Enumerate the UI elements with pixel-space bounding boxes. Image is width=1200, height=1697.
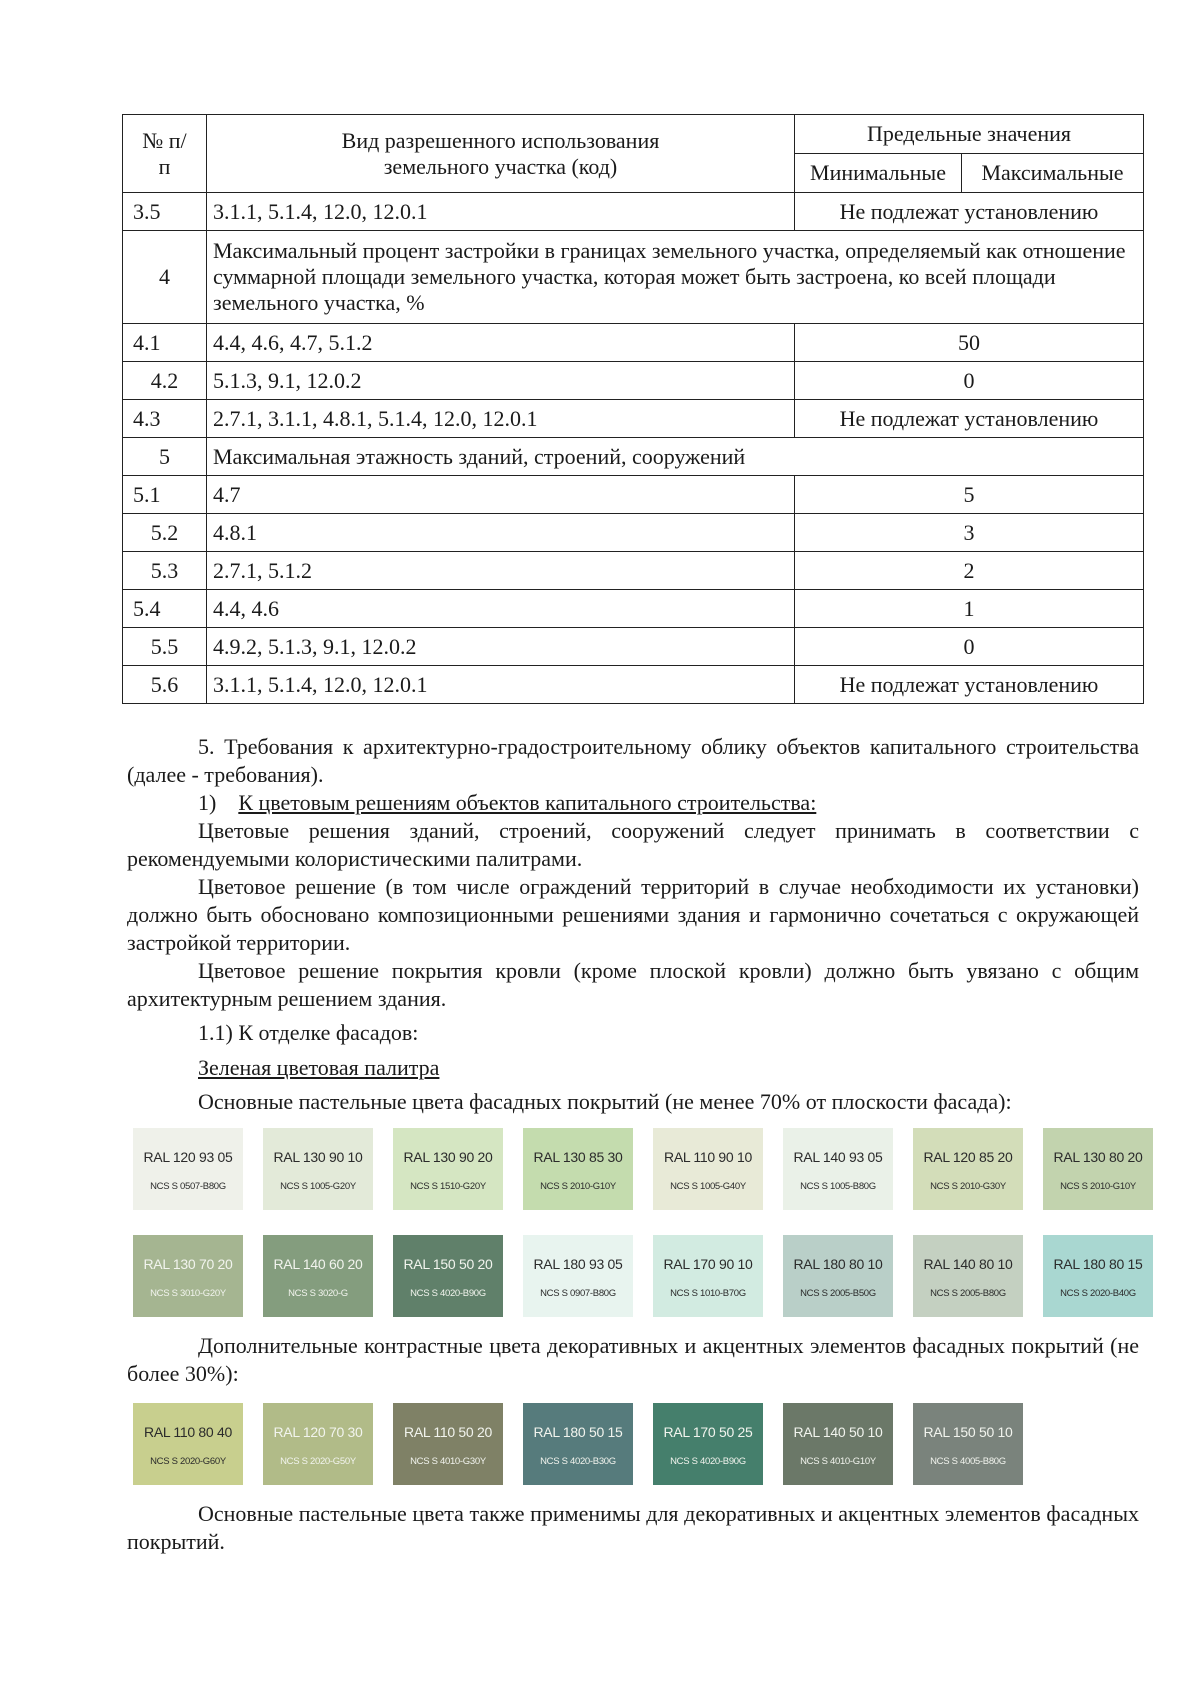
item-1 bbox=[198, 789, 816, 817]
header-num: № п/п bbox=[123, 115, 207, 193]
swatch-ral: RAL 130 90 20 bbox=[403, 1149, 493, 1165]
row-codes: 2.7.1, 5.1.2 bbox=[207, 552, 795, 590]
paragraph-color-solutions: Цветовые решения зданий, строений, сооружений следует принимать в соответствии с рекомендуемыми колористическими палитрами. bbox=[127, 818, 1139, 871]
table-row bbox=[123, 628, 1144, 666]
row-codes: 4.4, 4.6, 4.7, 5.1.2 bbox=[207, 324, 795, 362]
row-codes: 5.1.3, 9.1, 12.0.2 bbox=[207, 362, 795, 400]
swatch-ral: RAL 110 50 20 bbox=[404, 1424, 492, 1440]
green-palette-title: Зеленая цветовая палитра bbox=[198, 1055, 440, 1080]
swatch-ral: RAL 150 50 10 bbox=[923, 1424, 1013, 1440]
table-row bbox=[123, 362, 1144, 400]
row-value: 5 bbox=[795, 476, 1144, 514]
swatch-ncs: NCS S 1010-B70G bbox=[670, 1288, 746, 1299]
row-num: 4.1 bbox=[123, 324, 207, 362]
item-1-number: 1) bbox=[198, 790, 217, 815]
row-codes: 3.1.1, 5.1.4, 12.0, 12.0.1 bbox=[207, 193, 795, 231]
table-row bbox=[123, 552, 1144, 590]
row-num: 3.5 bbox=[123, 193, 207, 231]
requirements-heading: 5. Требования к архитектурно-градостроительному облику объектов капитального строительства (далее - требования). bbox=[127, 734, 1139, 787]
row-num: 5.3 bbox=[123, 552, 207, 590]
swatch-ncs: NCS S 1005-B80G bbox=[800, 1181, 876, 1192]
swatch-ncs: NCS S 2010-G10Y bbox=[540, 1181, 616, 1192]
accent-colors-caption: Дополнительные контрастные цвета декоративных и акцентных элементов фасадных покрытий (не более 30%): bbox=[127, 1333, 1139, 1386]
swatch-ncs: NCS S 2020-B40G bbox=[1060, 1288, 1136, 1299]
table-row bbox=[123, 193, 1144, 231]
swatch-ral: RAL 180 50 15 bbox=[533, 1424, 623, 1440]
row-num: 5.6 bbox=[123, 666, 207, 704]
row-value: 50 bbox=[795, 324, 1144, 362]
swatch-ral: RAL 130 80 20 bbox=[1053, 1149, 1143, 1165]
swatch bbox=[783, 1128, 893, 1210]
swatch-ral: RAL 110 90 10 bbox=[664, 1149, 752, 1165]
swatch bbox=[393, 1235, 503, 1317]
swatch-ncs: NCS S 2010-G10Y bbox=[1060, 1181, 1136, 1192]
table-row bbox=[123, 476, 1144, 514]
swatch-ncs: NCS S 2010-G30Y bbox=[930, 1181, 1006, 1192]
swatch-ncs: NCS S 4005-B80G bbox=[930, 1456, 1006, 1467]
swatch-ncs: NCS S 4020-B90G bbox=[670, 1456, 746, 1467]
header-limits: Предельные значения bbox=[795, 115, 1144, 154]
row-num: 4.3 bbox=[123, 400, 207, 438]
row-num: 5.2 bbox=[123, 514, 207, 552]
swatch-ncs: NCS S 4020-B30G bbox=[540, 1456, 616, 1467]
row-num: 5.4 bbox=[123, 590, 207, 628]
swatch-ncs: NCS S 1005-G20Y bbox=[280, 1181, 356, 1192]
swatch bbox=[523, 1403, 633, 1485]
swatch-ral: RAL 180 93 05 bbox=[533, 1256, 623, 1272]
row-value: 0 bbox=[795, 362, 1144, 400]
row-num: 4 bbox=[123, 231, 207, 324]
swatch-ncs: NCS S 1005-G40Y bbox=[670, 1181, 746, 1192]
swatch bbox=[913, 1128, 1023, 1210]
table-row bbox=[123, 514, 1144, 552]
row-codes: 4.7 bbox=[207, 476, 795, 514]
row-num: 5.5 bbox=[123, 628, 207, 666]
table-section-row bbox=[123, 231, 1144, 324]
row-codes: 4.4, 4.6 bbox=[207, 590, 795, 628]
swatch-ral: RAL 120 70 30 bbox=[273, 1424, 363, 1440]
row-codes: 4.9.2, 5.1.3, 9.1, 12.0.2 bbox=[207, 628, 795, 666]
swatch-ncs: NCS S 0907-B80G bbox=[540, 1288, 616, 1299]
paragraph-roof-color: Цветовое решение покрытия кровли (кроме плоской кровли) должно быть увязано с общим архитектурным решением здания. bbox=[127, 958, 1139, 1011]
row-section: Максимальный процент застройки в границах земельного участка, определяемый как отношение суммарной площади земельного участка, которая может быть застроена, ко всей площади земельного участка, % bbox=[207, 231, 1144, 324]
table-row bbox=[123, 400, 1144, 438]
swatch-ral: RAL 140 60 20 bbox=[273, 1256, 363, 1272]
paragraph-color-solution-fences: Цветовое решение (в том числе ограждений территорий в случае необходимости их установки) должно быть обосновано композиционными решениями здания и гармонично сочетаться с окружающей застройкой территории. bbox=[127, 874, 1139, 955]
swatch-ncs: NCS S 2005-B80G bbox=[930, 1288, 1006, 1299]
main-colors-caption: Основные пастельные цвета фасадных покрытий (не менее 70% от плоскости фасада): bbox=[198, 1089, 1012, 1114]
table-row bbox=[123, 324, 1144, 362]
swatch bbox=[1043, 1128, 1153, 1210]
parameters-table bbox=[122, 114, 1144, 704]
row-value: 0 bbox=[795, 628, 1144, 666]
swatch-ncs: NCS S 4010-G10Y bbox=[800, 1456, 876, 1467]
swatch-ral: RAL 140 80 10 bbox=[923, 1256, 1013, 1272]
swatch-ral: RAL 150 50 20 bbox=[403, 1256, 493, 1272]
swatch-ral: RAL 130 90 10 bbox=[273, 1149, 363, 1165]
swatch bbox=[263, 1403, 373, 1485]
swatch-ral: RAL 130 85 30 bbox=[533, 1149, 623, 1165]
closing-paragraph: Основные пастельные цвета также применимы для декоративных и акцентных элементов фасадных покрытий. bbox=[127, 1501, 1139, 1554]
swatch-ral: RAL 180 80 10 bbox=[793, 1256, 883, 1272]
row-codes: 4.8.1 bbox=[207, 514, 795, 552]
swatch bbox=[783, 1235, 893, 1317]
swatch-ncs: NCS S 3010-G20Y bbox=[150, 1288, 226, 1299]
table-section-row bbox=[123, 438, 1144, 476]
row-num: 5 bbox=[123, 438, 207, 476]
swatch bbox=[523, 1235, 633, 1317]
swatch-ral: RAL 180 80 15 bbox=[1053, 1256, 1143, 1272]
item-1-title: К цветовым решениям объектов капитального строительства: bbox=[238, 790, 817, 815]
row-num: 5.1 bbox=[123, 476, 207, 514]
header-use: Вид разрешенного использования земельного участка (код) bbox=[207, 115, 795, 193]
swatch bbox=[263, 1128, 373, 1210]
row-value: Не подлежат установлению bbox=[795, 400, 1144, 438]
swatch bbox=[393, 1128, 503, 1210]
swatch-ncs: NCS S 1510-G20Y bbox=[410, 1181, 486, 1192]
row-value: Не подлежат установлению bbox=[795, 666, 1144, 704]
swatch-ncs: NCS S 0507-B80G bbox=[150, 1181, 226, 1192]
swatch bbox=[913, 1235, 1023, 1317]
table-row bbox=[123, 666, 1144, 704]
header-min: Минимальные bbox=[795, 154, 962, 193]
swatch-ral: RAL 140 93 05 bbox=[793, 1149, 883, 1165]
swatch bbox=[523, 1128, 633, 1210]
swatch-ral: RAL 140 50 10 bbox=[793, 1424, 883, 1440]
row-num: 4.2 bbox=[123, 362, 207, 400]
swatch bbox=[653, 1235, 763, 1317]
swatch-ncs: NCS S 2020-G60Y bbox=[150, 1456, 226, 1467]
swatch-ncs: NCS S 4020-B90G bbox=[410, 1288, 486, 1299]
swatch bbox=[653, 1128, 763, 1210]
swatch-ral: RAL 170 90 10 bbox=[663, 1256, 753, 1272]
swatch-ncs: NCS S 3020-G bbox=[288, 1288, 348, 1299]
row-codes: 2.7.1, 3.1.1, 4.8.1, 5.1.4, 12.0, 12.0.1 bbox=[207, 400, 795, 438]
swatch-ral: RAL 120 85 20 bbox=[923, 1149, 1013, 1165]
row-section: Максимальная этажность зданий, строений, сооружений bbox=[207, 438, 1144, 476]
row-codes: 3.1.1, 5.1.4, 12.0, 12.0.1 bbox=[207, 666, 795, 704]
row-value: 2 bbox=[795, 552, 1144, 590]
swatch bbox=[133, 1128, 243, 1210]
facade-subheading: 1.1) К отделке фасадов: bbox=[198, 1020, 419, 1045]
swatch bbox=[133, 1403, 243, 1485]
swatch-ncs: NCS S 2005-B50G bbox=[800, 1288, 876, 1299]
swatch-ncs: NCS S 4010-G30Y bbox=[410, 1456, 486, 1467]
swatch-ral: RAL 170 50 25 bbox=[663, 1424, 753, 1440]
row-value: 1 bbox=[795, 590, 1144, 628]
swatch bbox=[393, 1403, 503, 1485]
swatch bbox=[133, 1235, 243, 1317]
swatch-ncs: NCS S 2020-G50Y bbox=[280, 1456, 356, 1467]
swatch-ral: RAL 130 70 20 bbox=[143, 1256, 233, 1272]
swatch bbox=[913, 1403, 1023, 1485]
row-value: 3 bbox=[795, 514, 1144, 552]
swatch bbox=[783, 1403, 893, 1485]
swatch-ral: RAL 110 80 40 bbox=[144, 1424, 232, 1440]
swatch-ral: RAL 120 93 05 bbox=[143, 1149, 233, 1165]
header-max: Максимальные bbox=[962, 154, 1144, 193]
row-value: Не подлежат установлению bbox=[795, 193, 1144, 231]
swatch bbox=[653, 1403, 763, 1485]
table-row bbox=[123, 590, 1144, 628]
swatch bbox=[263, 1235, 373, 1317]
swatch bbox=[1043, 1235, 1153, 1317]
